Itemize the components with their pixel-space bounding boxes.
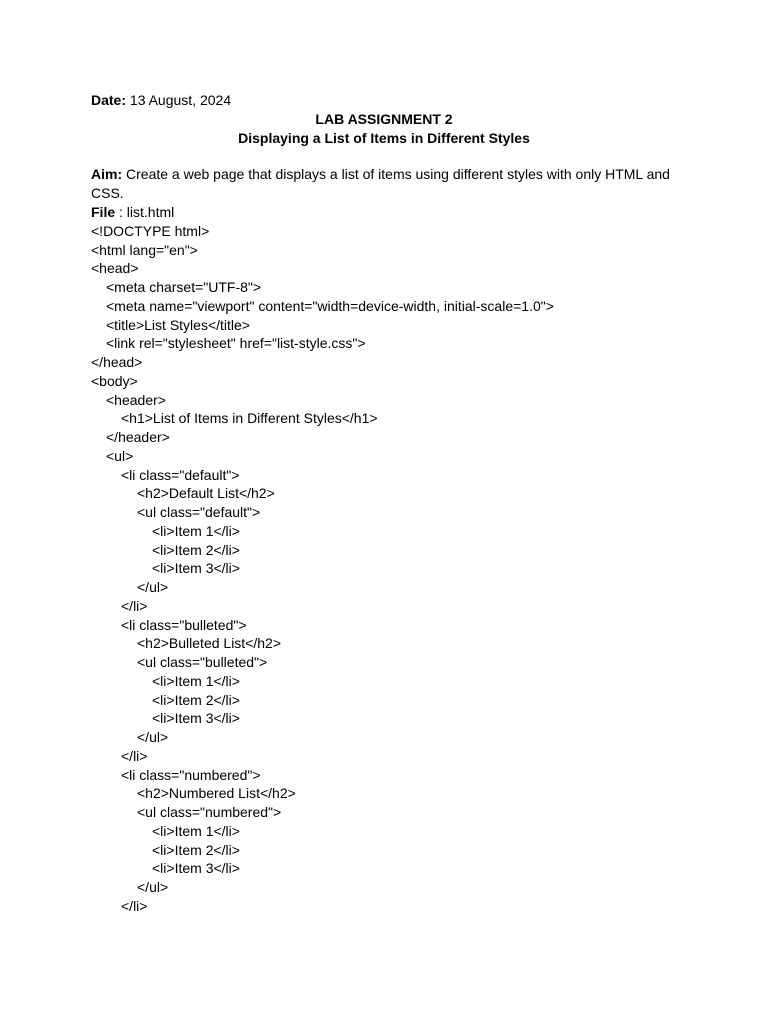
code-line: <title>List Styles</title> bbox=[106, 316, 250, 333]
code-line: </li> bbox=[121, 897, 148, 914]
code-line: <li class="numbered"> bbox=[121, 766, 261, 783]
blank-line bbox=[91, 147, 677, 165]
aim-paragraph bbox=[91, 165, 677, 203]
code-line: <li>Item 2</li> bbox=[152, 541, 240, 558]
file-label: File bbox=[91, 203, 116, 220]
aim-label: Aim: bbox=[91, 166, 123, 183]
code-line: <h1>List of Items in Different Styles</h1> bbox=[121, 410, 378, 427]
file-line bbox=[91, 203, 677, 222]
code-line: <li>Item 1</li> bbox=[152, 822, 240, 839]
code-line: <ul class="default"> bbox=[137, 504, 261, 521]
date-line bbox=[91, 91, 677, 110]
file-name: : list.html bbox=[115, 203, 175, 220]
assignment-title: LAB ASSIGNMENT 2 bbox=[315, 110, 453, 127]
document-body bbox=[91, 91, 677, 916]
code-line: <li>Item 2</li> bbox=[152, 841, 240, 858]
code-line: <link rel="stylesheet" href="list-style.css"> bbox=[106, 335, 366, 352]
code-line: <meta charset="UTF-8"> bbox=[106, 279, 262, 296]
code-line: <ul class="bulleted"> bbox=[137, 654, 268, 671]
code-line: </ul> bbox=[137, 579, 169, 596]
code-line: <body> bbox=[91, 372, 138, 389]
code-line: <li>Item 3</li> bbox=[152, 710, 240, 727]
code-line: </li> bbox=[121, 747, 148, 764]
code-line: <!DOCTYPE html> bbox=[91, 222, 210, 239]
code-line: <html lang="en"> bbox=[91, 241, 198, 258]
code-line: <meta name="viewport" content="width=device-width, initial-scale=1.0"> bbox=[106, 297, 554, 314]
assignment-subtitle: Displaying a List of Items in Different Styles bbox=[238, 129, 530, 146]
date-value: 13 August, 2024 bbox=[126, 92, 232, 108]
code-line: <ul> bbox=[106, 447, 134, 464]
code-line: <li>Item 3</li> bbox=[152, 860, 240, 877]
code-line: <h2>Default List</h2> bbox=[137, 485, 275, 502]
code-line: <ul class="numbered"> bbox=[137, 804, 282, 821]
code-line: </header> bbox=[106, 429, 170, 446]
code-line: <h2>Numbered List</h2> bbox=[137, 785, 296, 802]
code-line: </ul> bbox=[137, 729, 169, 746]
code-line: <li class="default"> bbox=[121, 466, 240, 483]
code-line: <li class="bulleted"> bbox=[121, 616, 247, 633]
code-line: </head> bbox=[91, 354, 143, 371]
code-line: <header> bbox=[106, 391, 166, 408]
code-line: <li>Item 3</li> bbox=[152, 560, 240, 577]
aim-text: Create a web page that displays a list of items using different styles with only HTML and CSS. bbox=[91, 166, 670, 202]
code-line: <h2>Bulleted List</h2> bbox=[137, 635, 282, 652]
code-line: <head> bbox=[91, 260, 139, 277]
code-line: </ul> bbox=[137, 879, 169, 896]
code-line: <li>Item 1</li> bbox=[152, 672, 240, 689]
code-line: <li>Item 2</li> bbox=[152, 691, 240, 708]
date-label: Date: bbox=[91, 92, 127, 108]
code-listing bbox=[91, 222, 677, 916]
code-line: <li>Item 1</li> bbox=[152, 522, 240, 539]
code-line: </li> bbox=[121, 597, 148, 614]
